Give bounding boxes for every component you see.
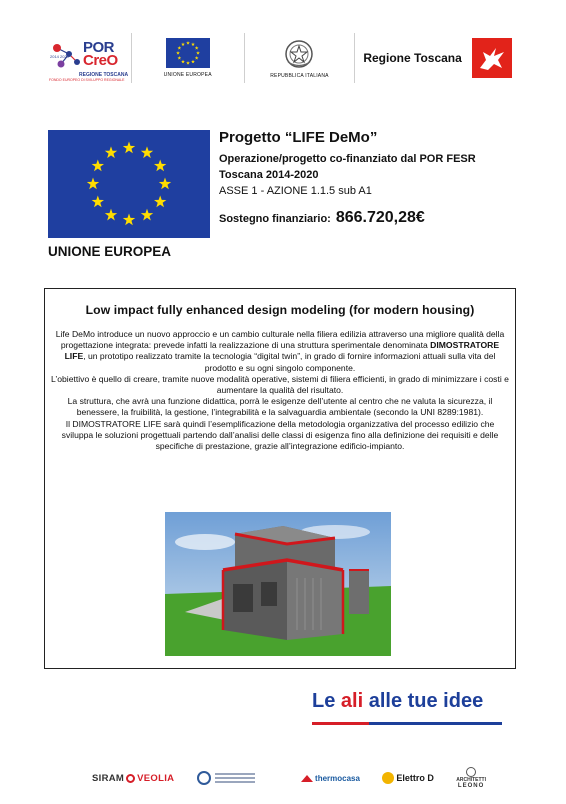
elettrod-text: Elettro D (396, 773, 434, 783)
creo-text: CreO (83, 52, 118, 69)
paragraph-3: La struttura, che avrà una funzione didattica, porrà le esigenze dell’utente al centro che ne valuta la sicurezza, il benessere, la fruibilità, la gestione, l’integrabilità e la salvaguardia ambientale (secondo la UNI 8289:1981). (67, 396, 493, 418)
repubblica-caption: REPUBBLICA ITALIANA (270, 72, 329, 79)
globe-icon (197, 771, 211, 785)
lion-icon (466, 767, 476, 777)
por-creo-wordmark (83, 41, 118, 67)
slogan-part-1: Le (312, 690, 341, 712)
description-body (51, 329, 509, 452)
header-logo-bar (43, 28, 515, 88)
paragraph-1 (51, 329, 509, 374)
siram-veolia-logo (92, 773, 174, 784)
pegasus-icon (472, 38, 512, 78)
thermocasa-text: thermocasa (315, 773, 360, 783)
paragraph-1-text-a: Life DeMo introduce un nuovo approccio e un cambio culturale nella filiera edilizia attraverso una migliore qualità della progettazione integrata: prevede infatti la realizzazione di una struttura sperimentale denominata (55, 329, 505, 351)
regione-toscana-logo (355, 30, 515, 86)
project-subtitle-1: Operazione/progetto co-finanziato dal POR FESR (219, 153, 476, 165)
funding-label: Sostegno finanziario: (219, 213, 331, 225)
project-info (219, 129, 519, 227)
building-render-image (165, 512, 391, 656)
por-region-text: REGIONE TOSCANA (79, 72, 129, 78)
emblem-icon (283, 38, 315, 70)
eu-flag-large (48, 130, 210, 238)
funding-amount: 866.720,28€ (335, 209, 425, 226)
eu-caption: UNIONE EUROPEA (163, 72, 212, 78)
house-icon (301, 775, 313, 782)
badge-year: 2014 2020 (50, 54, 69, 59)
project-subtitle-2: Toscana 2014-2020 (219, 169, 319, 181)
description-heading: Low impact fully enhanced design modeling (for modern housing) (85, 303, 475, 317)
slogan-part-3: alle tue idee (363, 690, 484, 712)
leono-text-1: ARCHITETTI (456, 777, 486, 783)
bolt-icon (382, 772, 394, 784)
paragraph-1-text-b: , un prototipo realizzato tramite la tecnologia “digital twin”, in grado di fornire informazioni attuali sulla vita del prodotto e su ogni singolo componente. (83, 351, 496, 373)
por-text: POR (83, 39, 115, 56)
regione-name: Regione Toscana (363, 51, 462, 65)
paragraph-1-bold: DIMOSTRATORE LIFE (64, 340, 500, 362)
slogan-underline (312, 722, 502, 725)
eu-flag-icon (166, 38, 210, 68)
elettrod-logo (382, 772, 434, 784)
molecule-icon (49, 38, 83, 72)
project-asse: ASSE 1 - AZIONE 1.1.5 sub A1 (219, 185, 372, 197)
repubblica-logo (245, 30, 355, 86)
research-institute-logo (197, 771, 279, 785)
slogan (312, 690, 483, 713)
thermocasa-logo (301, 774, 360, 783)
eu-label: UNIONE EUROPEA (48, 244, 172, 259)
institute-text-lines (215, 771, 255, 785)
leono-logo (456, 767, 486, 789)
veolia-text: VEOLIA (137, 772, 175, 784)
eu-logo (132, 30, 244, 86)
paragraph-2: L’obiettivo è quello di creare, tramite nuove modalità operative, sistemi di filiera efficienti, in grado di minimizzare i costi e aumentare la qualità del risultato. (51, 373, 509, 396)
funding-row (219, 209, 519, 227)
leono-text-2: LEONO (457, 783, 485, 789)
por-tagline: FONDO EUROPEO DI SVILUPPO REGIONALE (49, 78, 125, 82)
slogan-highlight: ali (340, 690, 364, 712)
project-title: Progetto “LIFE DeMo” (219, 129, 378, 146)
paragraph-4: Il DIMOSTRATORE LIFE sarà quindi l’esemplificazione della metodologia organizzativa del processo edilizio che sviluppa le soluzioni progettuali partendo dall’analisi delle classi di esigenza fino alla definizione dei requisiti e delle specifiche di prestazione, grazie all’integrazione edificio-impianto. (61, 418, 499, 452)
veolia-icon (126, 774, 135, 783)
partner-logos (92, 766, 486, 790)
description-box (44, 288, 516, 669)
siram-text: SIRAM (92, 772, 125, 784)
por-creo-logo (43, 30, 131, 86)
